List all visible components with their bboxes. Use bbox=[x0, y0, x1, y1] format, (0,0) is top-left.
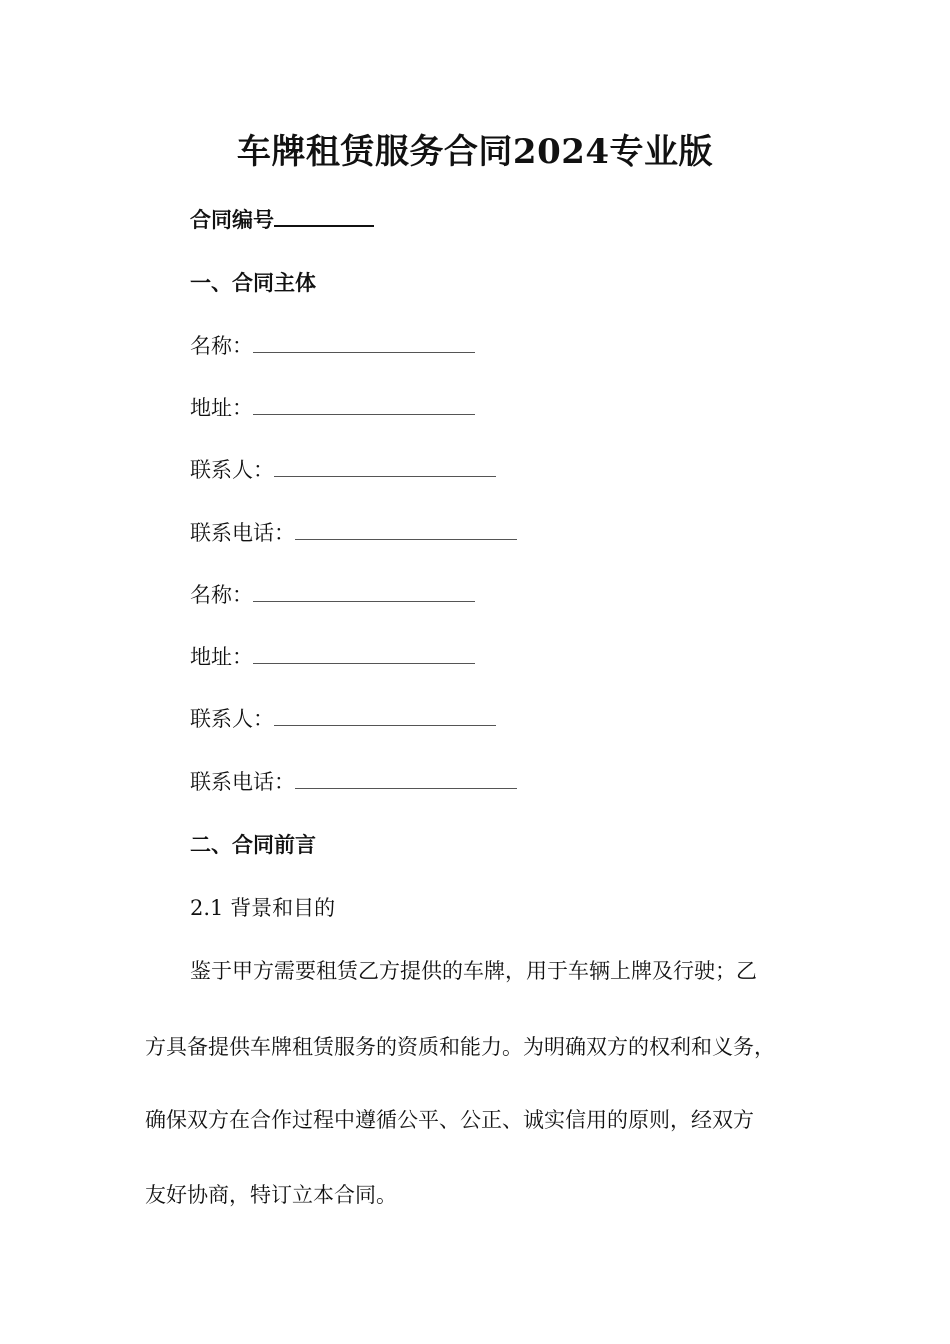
party-b-phone-label: 联系电话： bbox=[190, 770, 295, 794]
party-b-address-blank bbox=[253, 643, 475, 664]
party-b-phone-blank bbox=[295, 768, 517, 789]
party-b-name-blank bbox=[253, 581, 475, 602]
contract-number-blank bbox=[274, 205, 374, 227]
party-a-phone-line bbox=[190, 518, 517, 548]
preamble-line: 方具备提供车牌租赁服务的资质和能力。为明确双方的权利和义务， bbox=[145, 1035, 775, 1059]
party-a-address-line bbox=[190, 393, 475, 423]
party-b-name-label: 名称： bbox=[190, 583, 253, 607]
preamble-line: 鉴于甲方需要租赁乙方提供的车牌，用于车辆上牌及行驶；乙 bbox=[190, 959, 757, 983]
party-b-contact-label: 联系人： bbox=[190, 707, 274, 731]
party-a-contact-line bbox=[190, 455, 496, 485]
party-a-contact-blank bbox=[274, 456, 496, 477]
party-a-name-line bbox=[190, 331, 475, 361]
party-a-name-blank bbox=[253, 332, 475, 353]
party-a-address-blank bbox=[253, 394, 475, 415]
preamble-line: 友好协商，特订立本合同。 bbox=[145, 1183, 397, 1207]
contract-number-label: 合同编号 bbox=[190, 207, 274, 232]
contract-number-line bbox=[190, 205, 374, 235]
party-a-contact-label: 联系人： bbox=[190, 458, 274, 482]
party-a-phone-label: 联系电话： bbox=[190, 521, 295, 545]
party-b-address-label: 地址： bbox=[190, 645, 253, 669]
section1-heading: 一、合同主体 bbox=[190, 270, 316, 295]
subsection-2-1-heading: 2.1 背景和目的 bbox=[190, 896, 336, 920]
party-a-name-label: 名称： bbox=[190, 334, 253, 358]
party-b-contact-line bbox=[190, 704, 496, 734]
party-b-name-line bbox=[190, 580, 475, 610]
party-b-phone-line bbox=[190, 767, 517, 797]
party-a-address-label: 地址： bbox=[190, 396, 253, 420]
section2-heading: 二、合同前言 bbox=[190, 832, 316, 857]
preamble-line: 确保双方在合作过程中遵循公平、公正、诚实信用的原则，经双方 bbox=[145, 1108, 754, 1132]
party-b-address-line bbox=[190, 642, 475, 672]
document-title: 车牌租赁服务合同2024专业版 bbox=[236, 132, 714, 172]
party-b-contact-blank bbox=[274, 705, 496, 726]
party-a-phone-blank bbox=[295, 519, 517, 540]
